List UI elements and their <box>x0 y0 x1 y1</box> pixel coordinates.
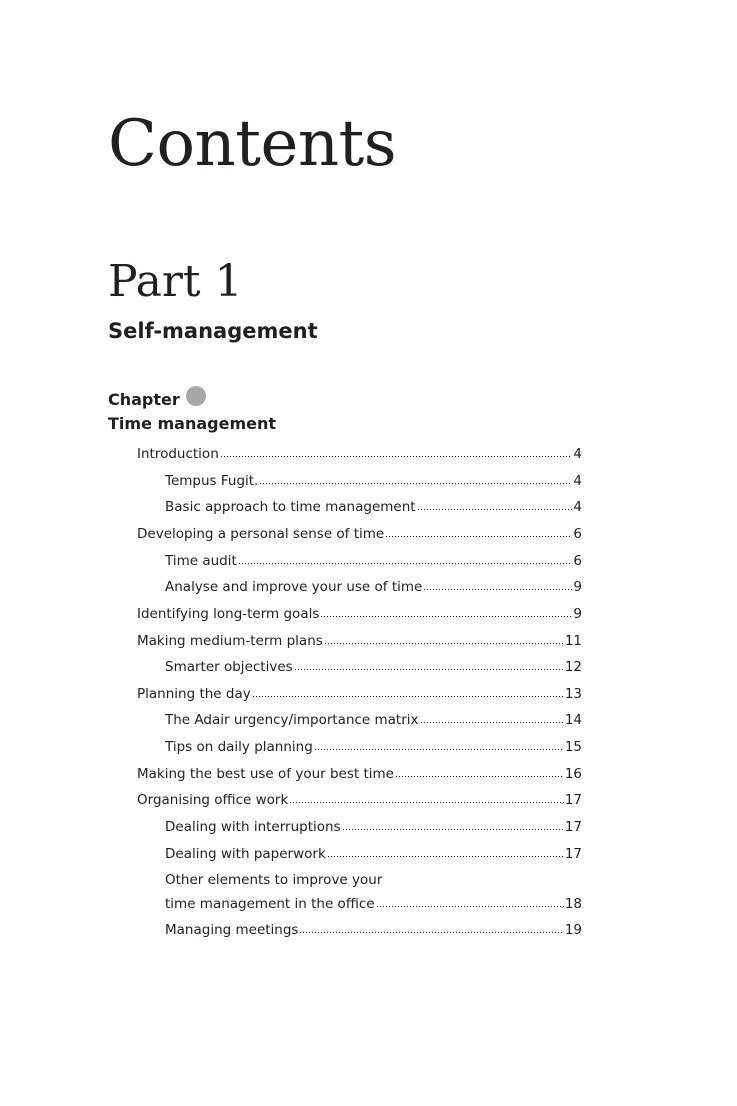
dot-leader <box>324 633 564 645</box>
toc-entry-title: Dealing with paperwork <box>165 846 326 862</box>
toc-entry-title: Organising office work <box>137 792 289 808</box>
toc-entry-title: Analyse and improve your use of time <box>165 579 423 595</box>
toc-entry-page: 19 <box>564 922 582 938</box>
chapter-title: Time management <box>108 414 277 433</box>
toc-entry-page: 4 <box>573 473 582 489</box>
toc-entry-page: 17 <box>564 846 582 862</box>
toc-entry[interactable] <box>137 524 582 544</box>
toc-entry[interactable] <box>165 844 582 864</box>
toc-entry-title: Introduction <box>137 446 219 462</box>
toc-entry-title: Tempus Fugit. <box>165 473 259 489</box>
dot-leader <box>395 766 564 778</box>
toc-entry-title: Making the best use of your best time <box>137 766 394 782</box>
toc-entry[interactable] <box>165 577 582 597</box>
toc-entry-title: Tips on daily planning <box>165 739 313 755</box>
part-subtitle: Self-management <box>108 319 318 343</box>
toc-entry-title: Time audit <box>165 553 237 569</box>
dot-leader <box>238 553 573 565</box>
toc-entry-page: 15 <box>564 739 582 755</box>
dot-leader <box>417 499 573 511</box>
toc-entry-page: 13 <box>564 686 582 702</box>
chapter-number-circle-icon <box>186 386 206 406</box>
toc-entry-page: 11 <box>564 633 582 649</box>
toc-entry-title: Dealing with interruptions <box>165 819 341 835</box>
dot-leader <box>385 526 572 538</box>
toc-entry[interactable] <box>137 684 582 704</box>
dot-leader <box>423 579 572 591</box>
toc-entry-page: 16 <box>564 766 582 782</box>
toc-entry-title: Identifying long-term goals <box>137 606 320 622</box>
toc-entry-title: Planning the day <box>137 686 251 702</box>
toc-entry-title: time management in the office <box>165 896 375 912</box>
toc-entry[interactable] <box>137 444 582 464</box>
toc-entry[interactable] <box>165 497 582 517</box>
dot-leader <box>299 922 563 934</box>
toc-entry[interactable] <box>137 764 582 784</box>
toc-entry-title: Smarter objectives <box>165 659 293 675</box>
dot-leader <box>294 659 564 671</box>
dot-leader <box>376 896 564 908</box>
dot-leader <box>252 686 564 698</box>
toc-entry-page: 17 <box>564 819 582 835</box>
dot-leader <box>259 473 572 485</box>
toc-entry[interactable] <box>165 817 582 837</box>
toc-entry-page: 6 <box>573 553 582 569</box>
toc-entry-page: 17 <box>564 792 582 808</box>
toc-entry[interactable] <box>165 920 582 940</box>
toc-entry[interactable] <box>165 657 582 677</box>
part-heading: Part 1 <box>108 256 243 307</box>
dot-leader <box>289 792 564 804</box>
toc-entry[interactable] <box>137 790 582 810</box>
toc-entry-title: Making medium-term plans <box>137 633 323 649</box>
dot-leader <box>220 446 573 458</box>
toc-entry[interactable] <box>137 604 582 624</box>
page-title: Contents <box>108 107 397 181</box>
toc-entry[interactable] <box>165 737 582 757</box>
toc-entry-title: Basic approach to time management <box>165 499 416 515</box>
toc-entry-page: 12 <box>564 659 582 675</box>
dot-leader <box>314 739 564 751</box>
toc-entry-page: 9 <box>573 606 582 622</box>
toc-entry[interactable] <box>165 551 582 571</box>
toc-entry-title: The Adair urgency/importance matrix <box>165 712 419 728</box>
toc-entry-title: Managing meetings <box>165 922 299 938</box>
toc-entry[interactable] <box>165 894 582 914</box>
chapter-label-row <box>108 386 206 412</box>
toc-entry-page: 18 <box>564 896 582 912</box>
toc-entry-page: 9 <box>573 579 582 595</box>
dot-leader <box>342 819 564 831</box>
toc-entry[interactable] <box>137 631 582 651</box>
toc-entry-page: 6 <box>573 526 582 542</box>
dot-leader <box>327 846 564 858</box>
toc-entry[interactable] <box>165 710 582 730</box>
dot-leader <box>420 712 564 724</box>
toc-entry-title-line[interactable]: Other elements to improve your <box>165 872 383 888</box>
dot-leader <box>320 606 572 618</box>
chapter-label: Chapter <box>108 389 180 409</box>
toc-entry-title: Developing a personal sense of time <box>137 526 385 542</box>
toc-entry[interactable] <box>165 471 582 491</box>
toc-entry-page: 4 <box>573 499 582 515</box>
toc-entry-page: 4 <box>573 446 582 462</box>
toc-entry-page: 14 <box>564 712 582 728</box>
